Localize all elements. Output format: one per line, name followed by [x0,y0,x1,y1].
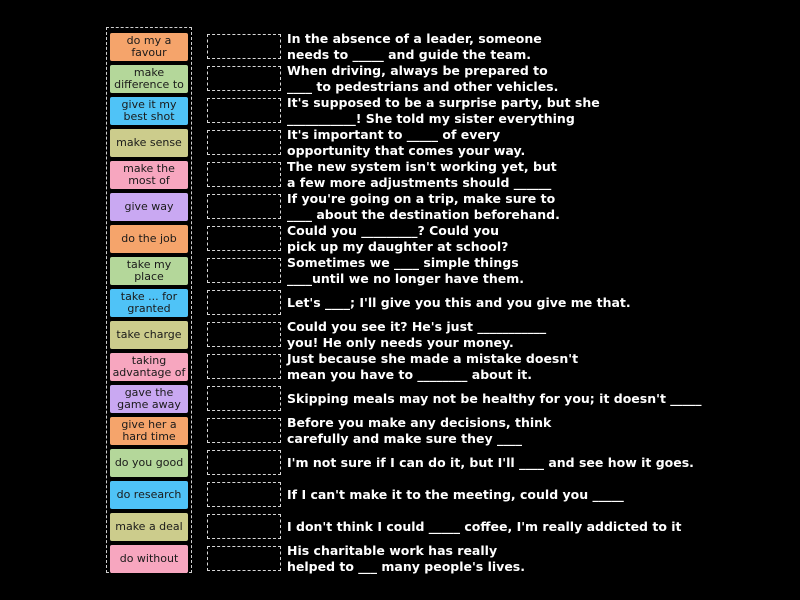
answer-tile[interactable]: do without [110,545,188,573]
drop-slot[interactable] [207,322,281,347]
drop-slot[interactable] [207,482,281,507]
answer-tile[interactable]: gave the game away [110,385,188,413]
drop-slot[interactable] [207,514,281,539]
drop-slot[interactable] [207,130,281,155]
drop-slot[interactable] [207,162,281,187]
answer-tile[interactable]: take ... for granted [110,289,188,317]
sentence-text: Could you _________? Could you pick up my daughter at school? [287,222,509,254]
answer-tile[interactable]: give way [110,193,188,221]
answer-tile[interactable]: do the job [110,225,188,253]
sentence-text: If you're going on a trip, make sure to ____ about the destination beforehand. [287,190,560,222]
sentence-text: When driving, always be prepared to ____ to pedestrians and other vehicles. [287,62,559,94]
drop-slot[interactable] [207,226,281,251]
sentence-text: In the absence of a leader, someone needs to _____ and guide the team. [287,30,542,62]
sentence-text: Could you see it? He's just ___________ you! He only needs your money. [287,318,547,350]
drop-slot[interactable] [207,418,281,443]
drop-slot[interactable] [207,194,281,219]
drop-slot[interactable] [207,66,281,91]
sentence-text: Let's ____; I'll give you this and you give me that. [287,294,631,310]
drop-slot[interactable] [207,98,281,123]
answer-tile[interactable]: make a deal [110,513,188,541]
sentence-text: Skipping meals may not be healthy for you; it doesn't _____ [287,390,702,406]
answer-tile[interactable]: do you good [110,449,188,477]
drop-slot[interactable] [207,354,281,379]
sentence-text: Before you make any decisions, think carefully and make sure they ____ [287,414,552,446]
answer-tile[interactable]: do my a favour [110,33,188,61]
sentence-text: Sometimes we ____ simple things ____until we no longer have them. [287,254,525,286]
drop-slot[interactable] [207,546,281,571]
answer-tiles-column [106,27,192,573]
answer-tile[interactable]: do research [110,481,188,509]
answer-tile[interactable]: give her a hard time [110,417,188,445]
answer-tile[interactable]: taking advantage of [110,353,188,381]
answer-tile[interactable]: make difference to [110,65,188,93]
answer-tile[interactable]: make the most of [110,161,188,189]
drop-slot[interactable] [207,450,281,475]
sentence-text: It's supposed to be a surprise party, but she ___________! She told my sister everything [287,94,600,126]
answer-tile[interactable]: make sense [110,129,188,157]
sentence-text: I don't think I could _____ coffee, I'm really addicted to it [287,518,682,534]
answer-tile[interactable]: give it my best shot [110,97,188,125]
drop-slot[interactable] [207,290,281,315]
sentence-text: His charitable work has really helped to ___ many people's lives. [287,542,525,574]
drop-slot[interactable] [207,386,281,411]
sentence-text: It's important to _____ of every opportunity that comes your way. [287,126,526,158]
sentence-text: I'm not sure if I can do it, but I'll ____ and see how it goes. [287,454,694,470]
drop-slot[interactable] [207,34,281,59]
answer-tile[interactable]: take my place [110,257,188,285]
answer-tile[interactable]: take charge [110,321,188,349]
sentence-text: If I can't make it to the meeting, could you _____ [287,486,624,502]
drop-slot[interactable] [207,258,281,283]
sentence-text: The new system isn't working yet, but a few more adjustments should ______ [287,158,557,190]
sentence-text: Just because she made a mistake doesn't mean you have to ________ about it. [287,350,579,382]
